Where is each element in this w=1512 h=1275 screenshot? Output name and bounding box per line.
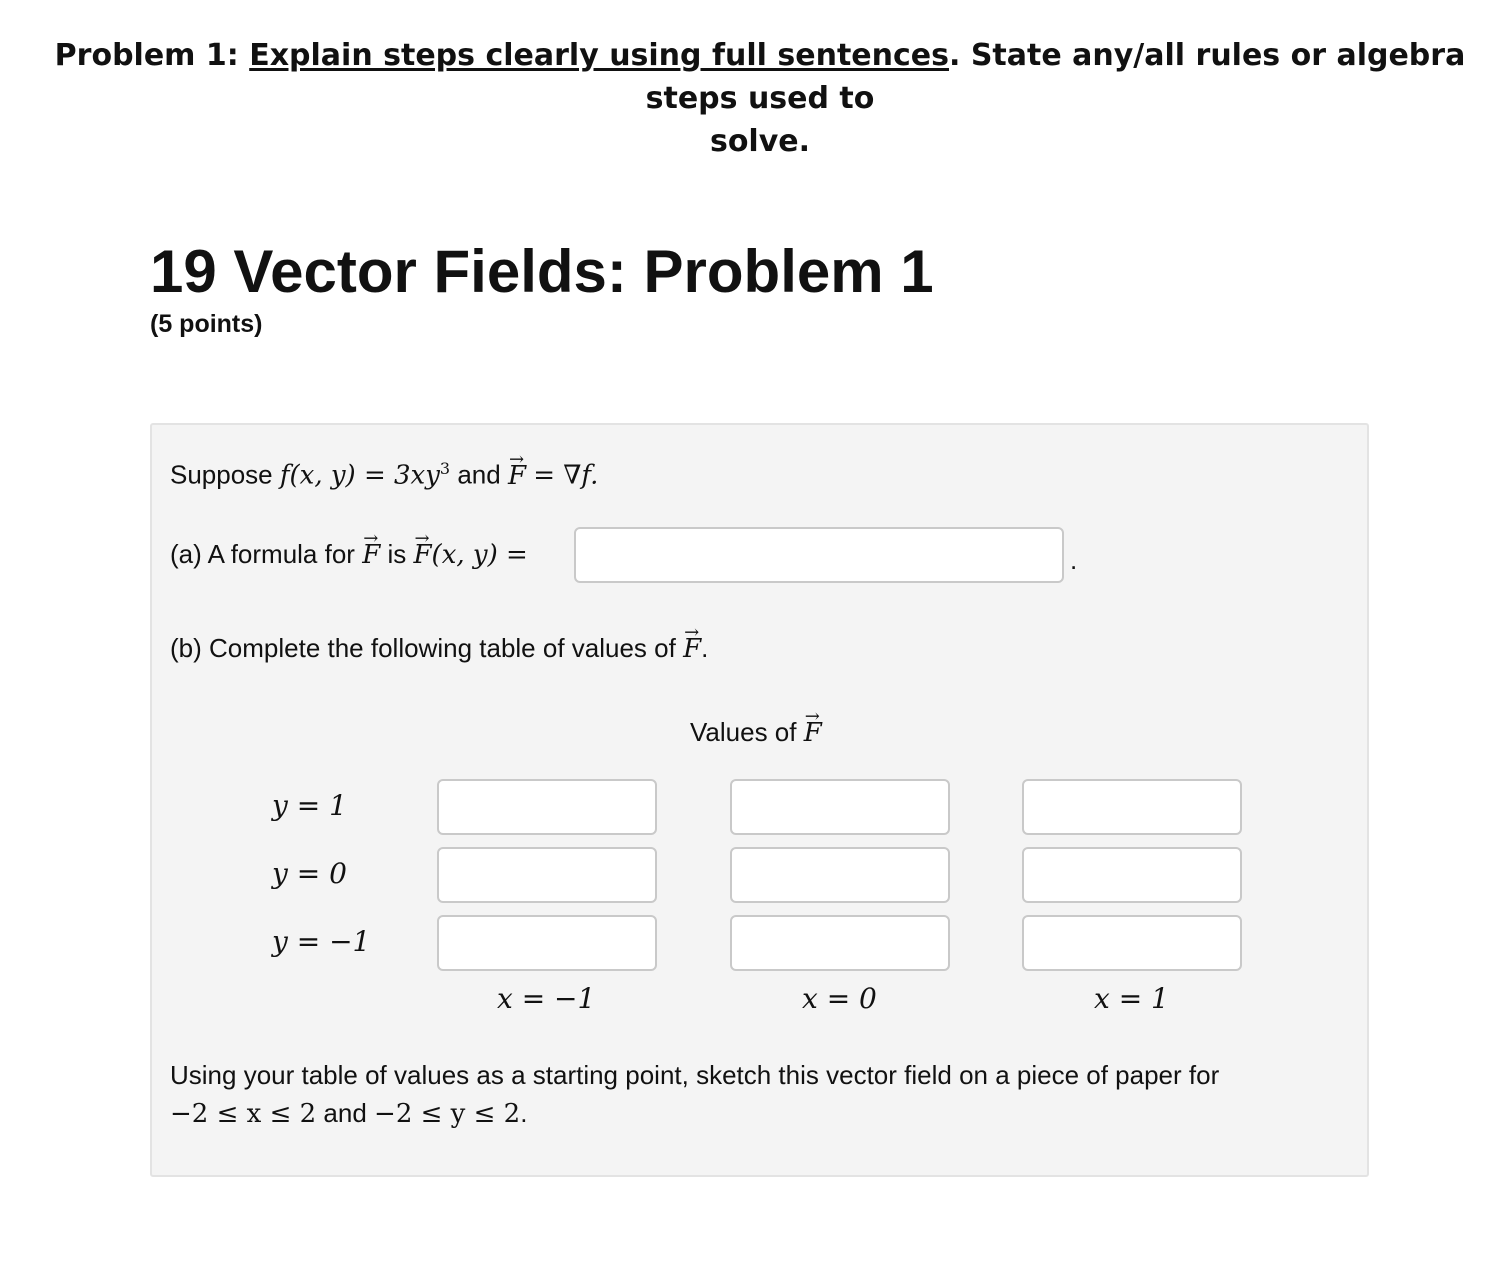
table-cell-input[interactable]: [437, 847, 657, 903]
part-a-label: (a) A formula for: [170, 539, 355, 569]
instruction-suffix-line2: solve.: [709, 124, 811, 159]
row-label-y0: y = 0: [272, 857, 347, 890]
col-label-xm1: x = −1: [497, 982, 596, 1015]
part-b-label: (b) Complete the following table of values of: [170, 633, 676, 663]
row-label-y1: y = 1: [272, 789, 347, 822]
table-cell-input[interactable]: [437, 779, 657, 835]
sketch-range: [170, 1096, 527, 1131]
sketch-instruction: Using your table of values as a starting point, sketch this vector field on a piece of paper for: [170, 1060, 1220, 1090]
part-a-is: is: [387, 539, 407, 569]
table-cell-input[interactable]: [730, 915, 950, 971]
row-label-ym1: y = −1: [272, 925, 371, 958]
part-b-prompt: [170, 631, 708, 666]
formula-answer-input[interactable]: [574, 527, 1064, 583]
problem-points: (5 points): [150, 310, 263, 338]
part-a-period: .: [1070, 545, 1078, 575]
instruction-prefix: Problem 1:: [54, 38, 250, 73]
statement-suppose: Suppose: [170, 459, 273, 490]
statement-f-exponent: 3: [439, 459, 451, 478]
sketch-period: .: [520, 1098, 528, 1128]
table-cell-input[interactable]: [1022, 915, 1242, 971]
table-cell-input[interactable]: [730, 847, 950, 903]
statement-and: and: [457, 459, 501, 490]
statement-f-definition: f(x, y) = 3xy: [279, 460, 440, 491]
assignment-instruction: [40, 34, 1480, 163]
table-caption-text: Values of: [690, 717, 797, 747]
problem-panel: [150, 423, 1369, 1177]
problem-title: 19 Vector Fields: Problem 1: [150, 238, 934, 305]
part-a-args: (x, y) =: [431, 540, 528, 570]
instruction-suffix: . State any/all rules or algebra steps used to: [645, 38, 1466, 116]
table-caption-vector-F: → F: [804, 716, 822, 750]
part-b-vector-F: → F: [683, 632, 701, 666]
col-label-x1: x = 1: [1094, 982, 1169, 1015]
part-a-vector-F2: → F: [414, 538, 432, 572]
table-cell-input[interactable]: [730, 779, 950, 835]
table-cell-input[interactable]: [437, 915, 657, 971]
statement-gradient: = ∇f.: [533, 460, 599, 491]
sketch-range-y: −2 ≤ y ≤ 2: [374, 1099, 521, 1129]
problem-statement: [170, 452, 598, 493]
sketch-and: and: [323, 1098, 367, 1128]
table-caption: [690, 715, 822, 750]
col-label-x0: x = 0: [802, 982, 877, 1015]
table-cell-input[interactable]: [1022, 847, 1242, 903]
statement-vector-F: → F: [508, 459, 526, 493]
sketch-range-x: −2 ≤ x ≤ 2: [170, 1099, 317, 1129]
instruction-underlined: Explain steps clearly using full sentences: [249, 38, 949, 73]
part-a-prompt: [170, 537, 528, 572]
part-b-period: .: [701, 633, 709, 663]
table-cell-input[interactable]: [1022, 779, 1242, 835]
part-a-vector-F: → F: [362, 538, 380, 572]
